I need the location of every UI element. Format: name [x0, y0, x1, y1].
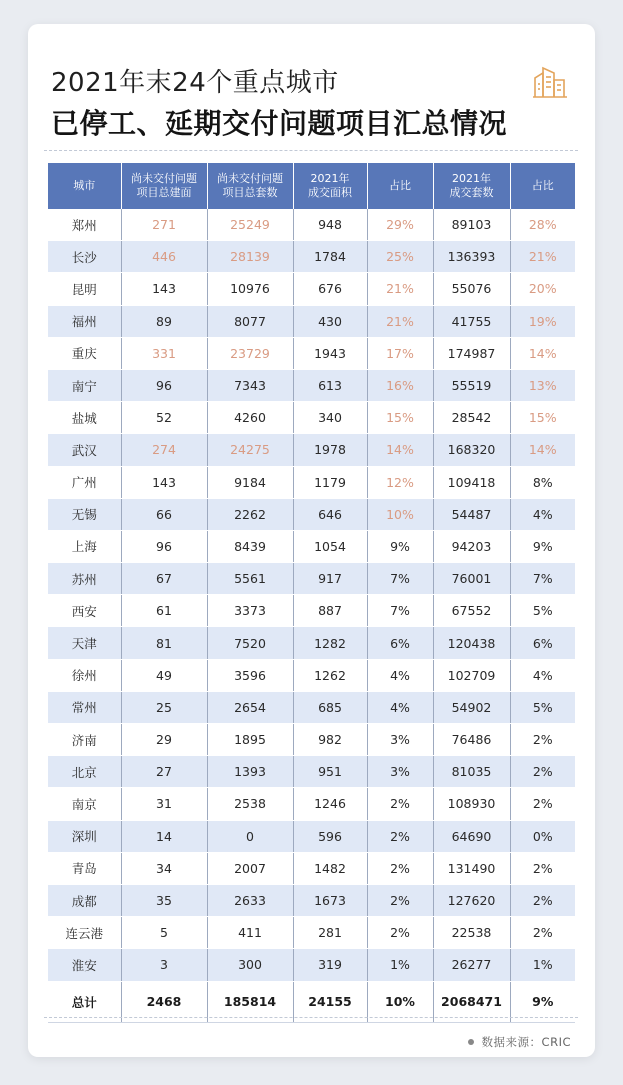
table-cell: 96	[121, 530, 207, 562]
table-row	[48, 820, 575, 852]
table-cell: 23729	[207, 337, 293, 369]
table-row	[48, 209, 575, 241]
table-cell: 52	[121, 402, 207, 434]
table-cell: 64690	[433, 820, 510, 852]
table-cell: 4260	[207, 402, 293, 434]
table-cell: 1179	[293, 466, 367, 498]
table-cell: 21%	[510, 241, 575, 273]
table-cell: 67552	[433, 595, 510, 627]
table-cell: 168320	[433, 434, 510, 466]
table-cell: 5	[121, 917, 207, 949]
table-cell: 21%	[367, 273, 433, 305]
table-cell: 1895	[207, 724, 293, 756]
table-row	[48, 627, 575, 659]
table-cell: 340	[293, 402, 367, 434]
table-cell: 3596	[207, 659, 293, 691]
total-cell: 9%	[510, 981, 575, 1022]
table-cell: 96	[121, 369, 207, 401]
table-cell: 8%	[510, 466, 575, 498]
table-cell: 4%	[510, 659, 575, 691]
table-cell: 28542	[433, 402, 510, 434]
table-cell: 49	[121, 659, 207, 691]
table-cell: 685	[293, 691, 367, 723]
table-cell: 14%	[510, 337, 575, 369]
city-cell: 常州	[48, 691, 121, 723]
table-cell: 54487	[433, 498, 510, 530]
column-header	[367, 163, 433, 209]
table-cell: 26277	[433, 949, 510, 981]
table-cell: 28139	[207, 241, 293, 273]
city-cell: 苏州	[48, 563, 121, 595]
table-cell: 24275	[207, 434, 293, 466]
table-cell: 2262	[207, 498, 293, 530]
table-cell: 81	[121, 627, 207, 659]
building-logo-icon	[532, 64, 568, 100]
table-row	[48, 724, 575, 756]
city-cell: 郑州	[48, 209, 121, 241]
table-cell: 13%	[510, 369, 575, 401]
city-cell: 上海	[48, 530, 121, 562]
table-cell: 89	[121, 305, 207, 337]
table-body	[48, 209, 575, 981]
table-cell: 2007	[207, 852, 293, 884]
table-cell: 143	[121, 466, 207, 498]
table-cell: 4%	[367, 691, 433, 723]
table-row	[48, 563, 575, 595]
table-cell: 4%	[510, 498, 575, 530]
table-cell: 127620	[433, 884, 510, 916]
table-cell: 0	[207, 820, 293, 852]
table-cell: 319	[293, 949, 367, 981]
table-cell: 2%	[367, 884, 433, 916]
table-cell: 8077	[207, 305, 293, 337]
table-cell: 274	[121, 434, 207, 466]
table-row	[48, 241, 575, 273]
table-cell: 596	[293, 820, 367, 852]
table-cell: 76486	[433, 724, 510, 756]
city-cell: 天津	[48, 627, 121, 659]
table-cell: 89103	[433, 209, 510, 241]
table-cell: 7520	[207, 627, 293, 659]
table-cell: 28%	[510, 209, 575, 241]
table-cell: 1054	[293, 530, 367, 562]
title-line-1: 2021年末24个重点城市	[51, 68, 339, 98]
table-cell: 25%	[367, 241, 433, 273]
table-cell: 54902	[433, 691, 510, 723]
table-cell: 6%	[367, 627, 433, 659]
city-cell: 南宁	[48, 369, 121, 401]
column-header-line: 城市	[73, 179, 96, 192]
table-cell: 446	[121, 241, 207, 273]
table-cell: 1393	[207, 756, 293, 788]
table-cell: 3%	[367, 724, 433, 756]
column-header-line: 占比	[389, 179, 411, 192]
table-cell: 982	[293, 724, 367, 756]
table-cell: 10976	[207, 273, 293, 305]
table-cell: 9%	[367, 530, 433, 562]
total-label: 总计	[48, 981, 121, 1022]
table-cell: 1282	[293, 627, 367, 659]
table-cell: 2%	[510, 917, 575, 949]
table-cell: 6%	[510, 627, 575, 659]
table-cell: 7343	[207, 369, 293, 401]
city-cell: 淮安	[48, 949, 121, 981]
city-cell: 重庆	[48, 337, 121, 369]
table-cell: 108930	[433, 788, 510, 820]
city-cell: 深圳	[48, 820, 121, 852]
table-cell: 29%	[367, 209, 433, 241]
city-cell: 广州	[48, 466, 121, 498]
table-cell: 25	[121, 691, 207, 723]
table-cell: 67	[121, 563, 207, 595]
column-header-line: 成交面积	[308, 186, 352, 199]
table-cell: 2538	[207, 788, 293, 820]
total-cell: 10%	[367, 981, 433, 1022]
table-cell: 2%	[510, 884, 575, 916]
table-cell: 14	[121, 820, 207, 852]
table-cell: 1784	[293, 241, 367, 273]
table-cell: 2%	[510, 756, 575, 788]
table-cell: 7%	[367, 595, 433, 627]
table-cell: 613	[293, 369, 367, 401]
column-header-line: 2021年	[310, 172, 350, 185]
table-row	[48, 434, 575, 466]
table-cell: 4%	[367, 659, 433, 691]
table-cell: 9184	[207, 466, 293, 498]
city-cell: 青岛	[48, 852, 121, 884]
table-cell: 2%	[367, 788, 433, 820]
table-cell: 109418	[433, 466, 510, 498]
column-header-line: 2021年	[452, 172, 491, 185]
table-cell: 10%	[367, 498, 433, 530]
table-cell: 1%	[367, 949, 433, 981]
table-row	[48, 305, 575, 337]
table-cell: 887	[293, 595, 367, 627]
city-cell: 南京	[48, 788, 121, 820]
table-cell: 430	[293, 305, 367, 337]
table-cell: 2%	[367, 820, 433, 852]
table-row	[48, 756, 575, 788]
table-cell: 2%	[510, 724, 575, 756]
column-header	[48, 163, 121, 209]
table-cell: 16%	[367, 369, 433, 401]
total-cell: 24155	[293, 981, 367, 1022]
table-cell: 411	[207, 917, 293, 949]
table-cell: 5%	[510, 595, 575, 627]
city-cell: 徐州	[48, 659, 121, 691]
column-header	[293, 163, 367, 209]
table-cell: 120438	[433, 627, 510, 659]
table-cell: 35	[121, 884, 207, 916]
table-cell: 15%	[367, 402, 433, 434]
table-row	[48, 466, 575, 498]
city-cell: 长沙	[48, 241, 121, 273]
table-cell: 21%	[367, 305, 433, 337]
table-cell: 102709	[433, 659, 510, 691]
column-header	[207, 163, 293, 209]
table-header	[48, 163, 575, 209]
table-cell: 646	[293, 498, 367, 530]
table-cell: 1482	[293, 852, 367, 884]
table-cell: 20%	[510, 273, 575, 305]
table-cell: 0%	[510, 820, 575, 852]
table-cell: 1%	[510, 949, 575, 981]
table-cell: 7%	[510, 563, 575, 595]
city-cell: 连云港	[48, 917, 121, 949]
bullet-icon	[468, 1039, 474, 1045]
city-cell: 成都	[48, 884, 121, 916]
table-cell: 2654	[207, 691, 293, 723]
table-cell: 131490	[433, 852, 510, 884]
table-cell: 948	[293, 209, 367, 241]
table-cell: 14%	[510, 434, 575, 466]
table-row	[48, 788, 575, 820]
city-cell: 北京	[48, 756, 121, 788]
table-cell: 2%	[510, 788, 575, 820]
table-cell: 143	[121, 273, 207, 305]
column-header	[510, 163, 575, 209]
table-row	[48, 498, 575, 530]
total-cell: 2068471	[433, 981, 510, 1022]
table-cell: 917	[293, 563, 367, 595]
table-cell: 61	[121, 595, 207, 627]
table-row	[48, 273, 575, 305]
top-divider	[44, 150, 578, 151]
table-cell: 3	[121, 949, 207, 981]
table-cell: 5561	[207, 563, 293, 595]
source-note	[468, 1034, 571, 1050]
table-cell: 55519	[433, 369, 510, 401]
table-cell: 41755	[433, 305, 510, 337]
table-cell: 14%	[367, 434, 433, 466]
table-cell: 19%	[510, 305, 575, 337]
table-cell: 3373	[207, 595, 293, 627]
table-cell: 22538	[433, 917, 510, 949]
city-cell: 武汉	[48, 434, 121, 466]
table-cell: 281	[293, 917, 367, 949]
table-cell: 94203	[433, 530, 510, 562]
table-cell: 300	[207, 949, 293, 981]
bottom-divider	[44, 1017, 578, 1018]
table-cell: 1943	[293, 337, 367, 369]
table-cell: 676	[293, 273, 367, 305]
table-row	[48, 337, 575, 369]
table-row	[48, 659, 575, 691]
total-row	[48, 981, 575, 1022]
table-cell: 5%	[510, 691, 575, 723]
table-cell: 76001	[433, 563, 510, 595]
table-row	[48, 949, 575, 981]
table-row	[48, 691, 575, 723]
table-cell: 951	[293, 756, 367, 788]
table-cell: 2%	[367, 917, 433, 949]
table-cell: 9%	[510, 530, 575, 562]
city-cell: 济南	[48, 724, 121, 756]
table-cell: 34	[121, 852, 207, 884]
table-cell: 2633	[207, 884, 293, 916]
table-row	[48, 402, 575, 434]
table-cell: 1262	[293, 659, 367, 691]
column-header-line: 项目总建面	[136, 186, 192, 199]
table-cell: 271	[121, 209, 207, 241]
city-cell: 西安	[48, 595, 121, 627]
city-cell: 福州	[48, 305, 121, 337]
table-cell: 12%	[367, 466, 433, 498]
city-cell: 无锡	[48, 498, 121, 530]
table-cell: 331	[121, 337, 207, 369]
table-footer	[48, 981, 575, 1022]
total-cell: 2468	[121, 981, 207, 1022]
column-header-line: 尚未交付问题	[131, 172, 197, 185]
table-cell: 15%	[510, 402, 575, 434]
data-table	[48, 163, 575, 1023]
report-card	[28, 24, 595, 1057]
table-cell: 31	[121, 788, 207, 820]
table-cell: 1978	[293, 434, 367, 466]
table-cell: 66	[121, 498, 207, 530]
table-cell: 25249	[207, 209, 293, 241]
table-cell: 81035	[433, 756, 510, 788]
column-header	[121, 163, 207, 209]
column-header	[433, 163, 510, 209]
table-cell: 55076	[433, 273, 510, 305]
total-cell: 185814	[207, 981, 293, 1022]
table-cell: 174987	[433, 337, 510, 369]
table-row	[48, 595, 575, 627]
city-cell: 昆明	[48, 273, 121, 305]
table-row	[48, 884, 575, 916]
source-text: 数据来源：CRIC	[481, 1035, 571, 1049]
table-row	[48, 369, 575, 401]
column-header-line: 占比	[531, 179, 554, 192]
table-cell: 2%	[510, 852, 575, 884]
table-row	[48, 917, 575, 949]
city-cell: 盐城	[48, 402, 121, 434]
table-cell: 17%	[367, 337, 433, 369]
title-line-2: 已停工、延期交付问题项目汇总情况	[51, 107, 508, 140]
column-header-line: 尚未交付问题	[217, 172, 283, 185]
table-cell: 3%	[367, 756, 433, 788]
table-cell: 29	[121, 724, 207, 756]
table-cell: 1673	[293, 884, 367, 916]
table-cell: 7%	[367, 563, 433, 595]
table-cell: 2%	[367, 852, 433, 884]
column-header-line: 项目总套数	[222, 186, 278, 199]
table-cell: 27	[121, 756, 207, 788]
table-cell: 136393	[433, 241, 510, 273]
column-header-line: 成交套数	[449, 186, 494, 199]
table-cell: 1246	[293, 788, 367, 820]
table-row	[48, 852, 575, 884]
table-row	[48, 530, 575, 562]
table-cell: 8439	[207, 530, 293, 562]
